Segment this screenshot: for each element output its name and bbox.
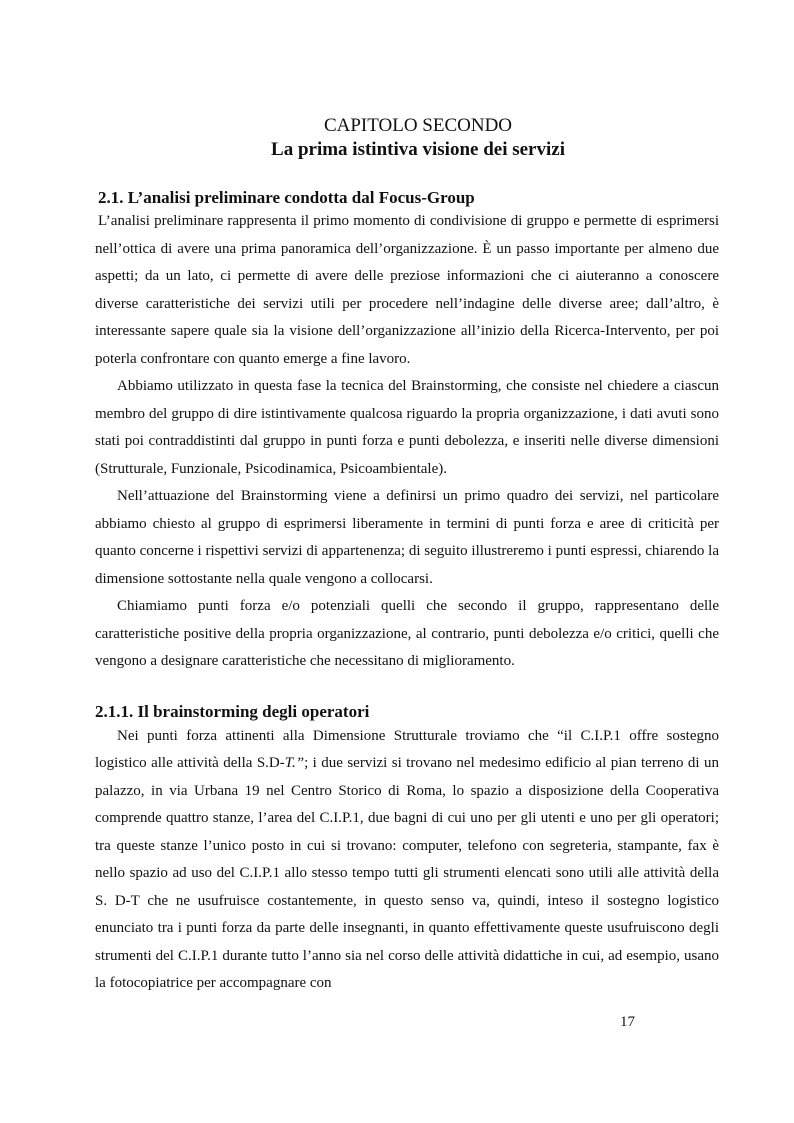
subsection-heading: 2.1.1. Il brainstorming degli operatori bbox=[95, 701, 370, 721]
paragraph bbox=[95, 723, 719, 998]
chapter-label: CAPITOLO SECONDO bbox=[323, 115, 513, 136]
paragraph: Chiamiamo punti forza e/o potenziali quelli che secondo il gruppo, rappresentano delle caratteristiche positive della propria organizzazione, al contrario, punti debolezza e/o critici, quelli che vengono a designare caratteristiche che necessitano di miglioramento. bbox=[95, 598, 719, 669]
paragraph-text: ; i due servizi si trovano nel medesimo edificio al pian terreno di un palazzo, in via Urbana 19 nel Centro Storico di Roma, lo spazio a disposizione della Cooperativa comprende quattro stanze, l’area del C.I.P.1, due bagni di cui uno per gli utenti e uno per gli operatori; tra queste stanze l’unico posto in cui si trovano: computer, telefono con segreteria, stampante, fax è nello spazio ad uso del C.I.P.1 allo stesso tempo tutti gli strumenti elencati sono utili alle attività della S. D-T che ne usufruisce costantemente, in questo senso va, quindi, inteso il sostegno logistico enunciato tra i punti forza da parte delle insegnanti, in quanto effettivamente queste usufruiscono degli strumenti del C.I.P.1 durante tutto l’anno sia nel corso delle attività didattiche in cui, ad esempio, usano la fotocopiatrice per accompagnare con bbox=[95, 755, 719, 991]
section-heading: 2.1. L’analisi preliminare condotta dal Focus-Group bbox=[98, 188, 475, 207]
chapter-title: La prima istintiva visione dei servizi bbox=[271, 139, 565, 160]
italic-text: T.” bbox=[284, 755, 305, 771]
paragraph: Nell’attuazione del Brainstorming viene a definirsi un primo quadro dei servizi, nel particolare abbiamo chiesto al gruppo di esprimersi liberamente in termini di punti forza e aree di criticità per quanto concerne i rispettivi servizi di appartenenza; di seguito illustreremo i punti espressi, chiarendo la dimensione sottostante nella quale vengono a collocarsi. bbox=[95, 488, 719, 587]
paragraph: L’analisi preliminare rappresenta il primo momento di condivisione di gruppo e permette di esprimersi nell’ottica di avere una prima panoramica dell’organizzazione. È un passo importante per almeno due aspetti; da un lato, ci permette di avere delle preziose informazioni che ci aiuteranno a conoscere diverse caratteristiche dei servizi utili per procedere nell’indagine delle diverse aree; dall’altro, è interessante sapere quale sia la visione dell’organizzazione all’inizio della Ricerca-Intervento, per poi poterla confrontare con quanto emerge a fine lavoro. bbox=[95, 213, 719, 367]
document-page bbox=[95, 114, 719, 998]
page-number: 17 bbox=[620, 1014, 635, 1030]
paragraph-text: Nei punti forza attinenti alla Dimensione Strutturale troviamo che “il C.I.P.1 offre sostegno logistico alle attività della S.D- bbox=[95, 727, 719, 771]
paragraph: Abbiamo utilizzato in questa fase la tecnica del Brainstorming, che consiste nel chiedere a ciascun membro del gruppo di dire istintivamente qualcosa riguardo la propria organizzazione, i dati avuti sono stati poi contraddistinti dal gruppo in punti forza e punti debolezza, e inseriti nelle diverse dimensioni (Strutturale, Funzionale, Psicodinamica, Psicoambientale). bbox=[95, 378, 719, 477]
